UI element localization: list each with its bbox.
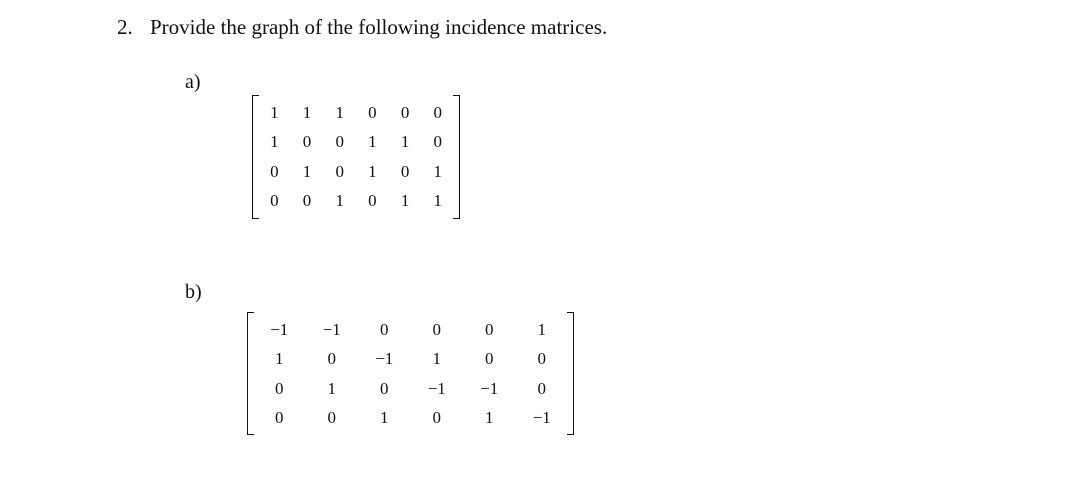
matrix-entry: 0 (537, 349, 546, 369)
matrix-entry: 0 (275, 378, 284, 398)
matrix-row (253, 345, 568, 375)
matrix-entry: 1 (302, 161, 312, 181)
matrix-entry: 0 (327, 349, 336, 369)
matrix-entry: 0 (302, 132, 312, 152)
matrix-entry: 1 (433, 191, 443, 211)
matrix-row (258, 187, 454, 217)
matrix-entry: −1 (375, 349, 394, 369)
matrix-entry: 0 (380, 378, 389, 398)
matrix-entry: 0 (537, 378, 546, 398)
matrix-entry: 0 (485, 349, 494, 369)
matrix-entry: 1 (537, 319, 546, 339)
matrix-entry: −1 (270, 319, 289, 339)
matrix-entry: 1 (380, 408, 389, 428)
matrix-entry: 0 (368, 102, 377, 122)
matrix-entry: 1 (327, 378, 336, 398)
matrix-row (258, 128, 454, 158)
incidence-matrix-a (252, 95, 460, 219)
matrix-row (258, 157, 454, 187)
matrix-entry: 1 (302, 102, 312, 122)
part-b-label: b) (185, 281, 202, 303)
matrix-entry: 0 (400, 161, 410, 181)
matrix-entry: 0 (485, 319, 494, 339)
matrix-entry: 1 (368, 132, 377, 152)
matrix-entry: 0 (400, 102, 410, 122)
matrix-entry: 1 (432, 349, 441, 369)
matrix-entry: 1 (270, 102, 279, 122)
matrix-entry: 1 (335, 102, 344, 122)
matrix-entry: 0 (327, 408, 336, 428)
matrix-entry: −1 (480, 378, 499, 398)
matrix-entry: −1 (427, 378, 446, 398)
matrix-entry: 0 (335, 161, 344, 181)
matrix-entry: 0 (432, 319, 441, 339)
matrix-entry: 1 (400, 132, 410, 152)
matrix-entry: 1 (485, 408, 494, 428)
matrix-entry: 0 (433, 102, 443, 122)
question-number: 2. (117, 15, 133, 39)
matrix-entry: 0 (270, 191, 279, 211)
matrix-entry: 0 (270, 161, 279, 181)
matrix-entry: 1 (368, 161, 377, 181)
part-a-label: a) (185, 71, 201, 93)
matrix-b-entries (253, 315, 568, 433)
matrix-entry: 0 (432, 408, 441, 428)
matrix-entry: −1 (532, 408, 551, 428)
matrix-entry: 0 (335, 132, 344, 152)
matrix-entry: 0 (433, 132, 443, 152)
matrix-entry: 1 (433, 161, 443, 181)
matrix-entry: 0 (302, 191, 312, 211)
matrix-row (253, 315, 568, 345)
matrix-row (253, 404, 568, 434)
matrix-entry: 1 (400, 191, 410, 211)
matrix-entry: 1 (335, 191, 344, 211)
matrix-right-bracket (567, 312, 574, 435)
question-heading (117, 14, 607, 40)
matrix-row (253, 374, 568, 404)
matrix-entry: 0 (368, 191, 377, 211)
matrix-entry: 1 (275, 349, 284, 369)
matrix-entry: 0 (275, 408, 284, 428)
matrix-entry: 0 (380, 319, 389, 339)
question-text: Provide the graph of the following incidence matrices. (150, 15, 608, 39)
matrix-entry: 1 (270, 132, 279, 152)
matrix-a-entries (258, 98, 454, 216)
incidence-matrix-b (247, 312, 574, 435)
matrix-entry: −1 (322, 319, 341, 339)
matrix-row (258, 98, 454, 128)
